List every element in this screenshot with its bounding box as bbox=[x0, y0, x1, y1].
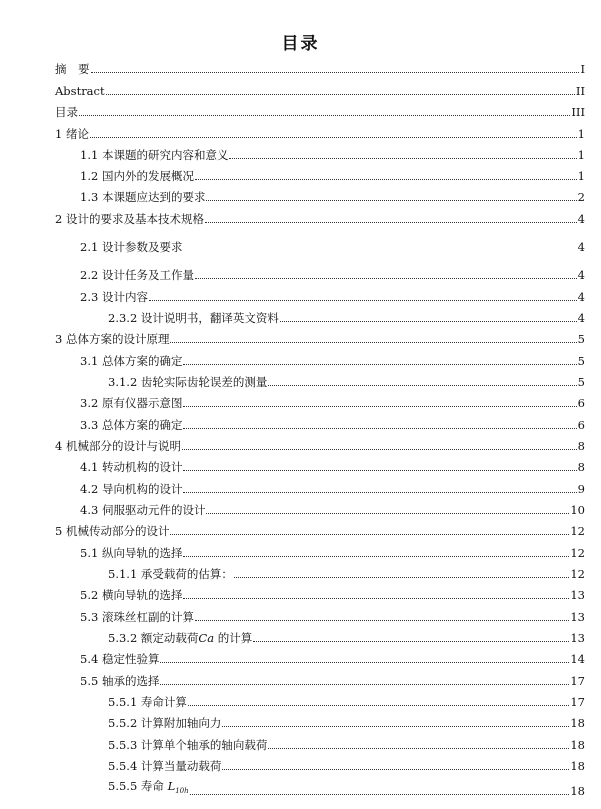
toc-entry-3-1: 3.1 总体方案的确定 5 bbox=[80, 354, 585, 368]
toc-entry-1-3: 1.3 本课题应达到的要求 2 bbox=[80, 190, 585, 204]
toc-entry-5-1: 5.1 纵向导轨的选择 12 bbox=[80, 546, 585, 560]
toc-entry-5-3: 5.3 滚珠丝杠副的计算 13 bbox=[80, 610, 585, 624]
toc-entry-4-1: 4.1 转动机构的设计 8 bbox=[80, 460, 585, 474]
toc-entry-5-5-2: 5.5.2 计算附加轴向力 18 bbox=[108, 716, 585, 730]
toc-entry-5-5-1: 5.5.1 寿命计算 17 bbox=[108, 695, 585, 709]
toc-entry-1-2: 1.2 国内外的发展概况 1 bbox=[80, 169, 585, 183]
toc-entry-abstract-cn: 摘 要 I bbox=[55, 62, 585, 76]
toc-entry-5-4: 5.4 稳定性验算 14 bbox=[80, 652, 585, 666]
toc-entry-abstract-en: Abstract II bbox=[55, 84, 585, 98]
toc-entry-3-1-2: 3.1.2 齿轮实际齿轮误差的测量 5 bbox=[108, 375, 585, 389]
toc-entry-ch5: 5 机械传动部分的设计 12 bbox=[55, 524, 585, 538]
toc-entry-5-3-2: 5.3.2 额定动载荷Ca 的计算 13 bbox=[108, 631, 585, 645]
toc-entry-4-2: 4.2 导向机构的设计 9 bbox=[80, 482, 585, 496]
toc-entry-3-3: 3.3 总体方案的确定 6 bbox=[80, 418, 585, 432]
toc-entry-5-5: 5.5 轴承的选择 17 bbox=[80, 674, 585, 688]
toc-entry-5-1-1: 5.1.1 承受载荷的估算： 12 bbox=[108, 567, 585, 581]
toc-entry-1-1: 1.1 本课题的研究内容和意义 1 bbox=[80, 148, 585, 162]
toc-entry-5-5-5: 5.5.5 寿命 $L_{10h}$ 18 bbox=[108, 779, 585, 798]
toc-entry-5-5-4: 5.5.4 计算当量动载荷 18 bbox=[108, 759, 585, 773]
toc-entry-ch4: 4 机械部分的设计与说明 8 bbox=[55, 439, 585, 453]
toc-entry-ch2: 2 设计的要求及基本技术规格 4 bbox=[55, 212, 585, 226]
toc-entry-4-3: 4.3 伺服驱动元件的设计 10 bbox=[80, 503, 585, 517]
toc-entry-ch3: 3 总体方案的设计原理 5 bbox=[55, 332, 585, 346]
toc-entry-2-3-2: 2.3.2 设计说明书，翻译英文资料 4 bbox=[108, 311, 585, 325]
toc-entry-2-1: 2.1 设计参数及要求 4 bbox=[80, 240, 585, 254]
toc-entry-2-2: 2.2 设计任务及工作量 4 bbox=[80, 268, 585, 282]
toc-entry-5-5-3: 5.5.3 计算单个轴承的轴向载荷 18 bbox=[108, 738, 585, 752]
toc-title: 目录 bbox=[281, 34, 320, 54]
toc-entry-2-3: 2.3 设计内容 4 bbox=[80, 290, 585, 304]
toc-entry-contents: 目录 III bbox=[55, 105, 585, 119]
toc-entry-ch1: 1 绪论 1 bbox=[55, 127, 585, 141]
toc-entry-3-2: 3.2 原有仪器示意图 6 bbox=[80, 396, 585, 410]
toc-entry-5-2: 5.2 横向导轨的选择 13 bbox=[80, 588, 585, 602]
